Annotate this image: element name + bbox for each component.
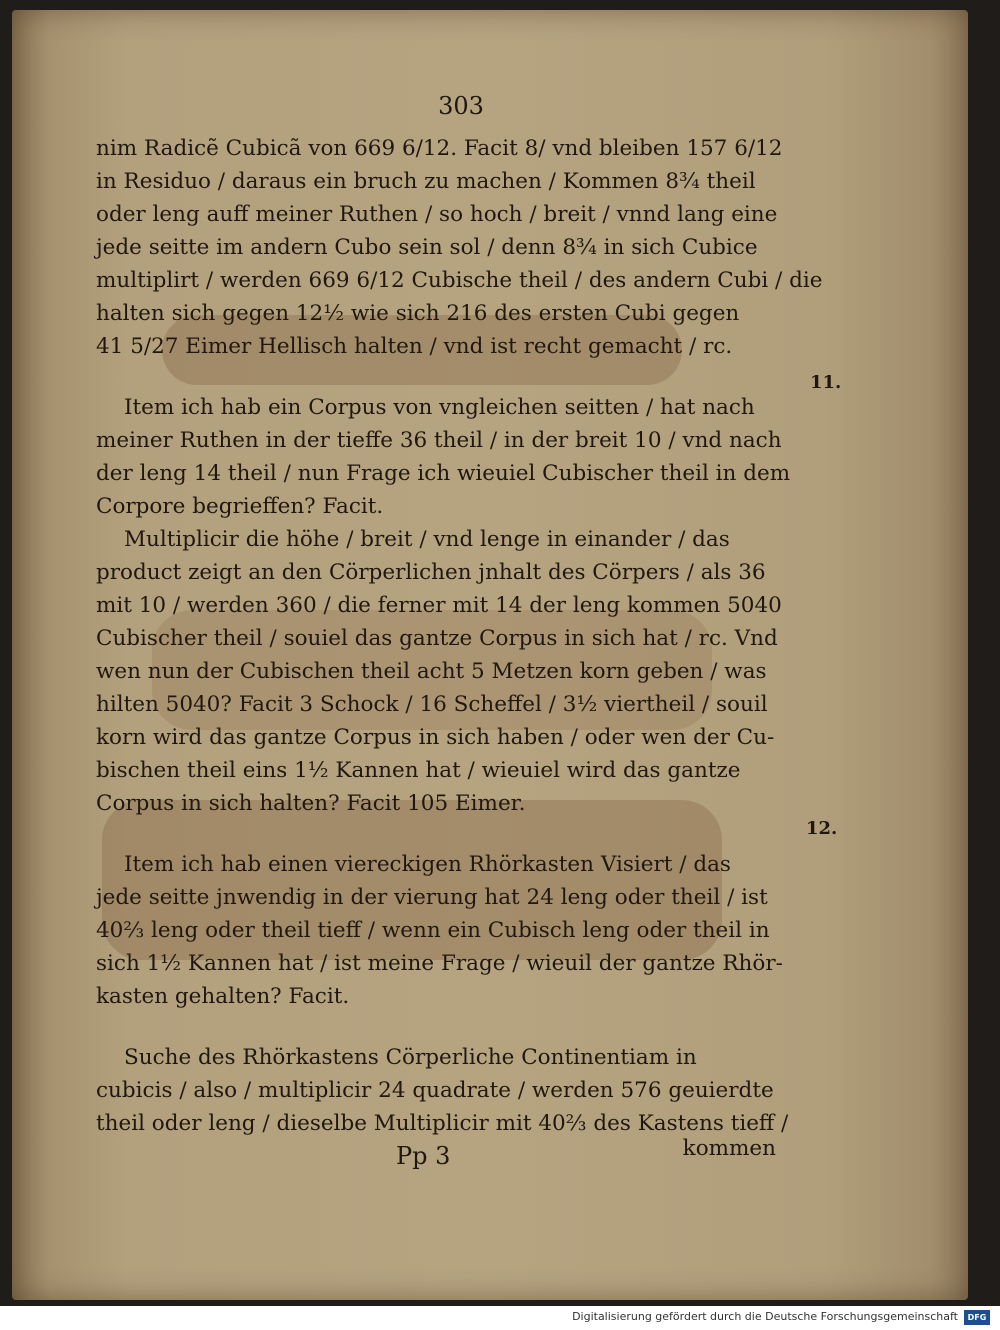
text-line: mit 10 / werden 360 / die ferner mit 14 der leng kommen 5040	[96, 593, 782, 618]
signature-mark: Pp 3	[396, 1142, 451, 1170]
text-line: 41 5/27 Eimer Hellisch halten / vnd ist recht gemacht / rc.	[96, 334, 733, 359]
text-line: hilten 5040? Facit 3 Schock / 16 Scheffel / 3½ viertheil / souil	[96, 692, 768, 717]
text-line: Item ich hab einen viereckigen Rhörkasten Visiert / das	[124, 852, 731, 877]
text-line: cubicis / also / multiplicir 24 quadrate / werden 576 geuierdte	[96, 1078, 774, 1103]
text-line: nim Radicẽ Cubicã von 669 6/12. Facit 8/ vnd bleiben 157 6/12	[96, 136, 783, 161]
paragraph-5	[96, 1041, 789, 1140]
text-line: meiner Ruthen in der tieffe 36 theil / in der breit 10 / vnd nach	[96, 428, 782, 453]
text-line: kasten gehalten? Facit.	[96, 984, 350, 1009]
paragraph-4	[96, 848, 786, 1013]
footer-credit: Digitalisierung gefördert durch die Deutsche Forschungsgemeinschaft	[572, 1310, 958, 1323]
dfg-logo-icon: DFG	[964, 1310, 990, 1325]
footer-bar	[0, 1306, 1000, 1330]
text-line: jede seitte jnwendig in der vierung hat 24 leng oder theil / ist	[96, 885, 768, 910]
text-line: wen nun der Cubischen theil acht 5 Metzen korn geben / was	[96, 659, 767, 684]
text-line: Corpore begrieffen? Facit.	[96, 494, 384, 519]
text-line: der leng 14 theil / nun Frage ich wieuiel Cubischer theil in dem	[96, 461, 791, 486]
text-line: product zeigt an den Cörperlichen jnhalt des Cörpers / als 36	[96, 560, 766, 585]
paragraph-1	[96, 132, 823, 363]
margin-note-12: 12.	[806, 818, 838, 839]
margin-note-11: 11.	[810, 372, 842, 393]
paragraph-2	[96, 391, 791, 523]
text-line: bischen theil eins 1½ Kannen hat / wieuiel wird das gantze	[96, 758, 741, 783]
text-line: sich 1½ Kannen hat / ist meine Frage / wieuil der gantze Rhör-	[96, 951, 783, 976]
text-line: Item ich hab ein Corpus von vngleichen seitten / hat nach	[124, 395, 755, 420]
text-block	[96, 80, 823, 1174]
catchword: kommen	[682, 1136, 776, 1161]
text-line: 40⅔ leng oder theil tieff / wenn ein Cubisch leng oder theil in	[96, 918, 770, 943]
text-line: multiplirt / werden 669 6/12 Cubische theil / des andern Cubi / die	[96, 268, 823, 293]
text-line: halten sich gegen 12½ wie sich 216 des ersten Cubi gegen	[96, 301, 740, 326]
text-line: Multiplicir die höhe / breit / vnd lenge in einander / das	[124, 527, 730, 552]
text-line: Suche des Rhörkastens Cörperliche Continentiam in	[124, 1045, 697, 1070]
text-line: Corpus in sich halten? Facit 105 Eimer.	[96, 791, 526, 816]
paragraph-3	[96, 523, 786, 820]
text-line: in Residuo / daraus ein bruch zu machen / Kommen 8¾ theil	[96, 169, 756, 194]
page-foot	[96, 1136, 786, 1174]
text-line: theil oder leng / dieselbe Multiplicir mit 40⅔ des Kastens tieff /	[96, 1111, 789, 1136]
page-number: 303	[438, 92, 484, 120]
text-line: oder leng auff meiner Ruthen / so hoch / breit / vnnd lang eine	[96, 202, 778, 227]
text-line: Cubischer theil / souiel das gantze Corpus in sich hat / rc. Vnd	[96, 626, 778, 651]
text-line: jede seitte im andern Cubo sein sol / denn 8¾ in sich Cubice	[96, 235, 758, 260]
text-line: korn wird das gantze Corpus in sich haben / oder wen der Cu-	[96, 725, 775, 750]
